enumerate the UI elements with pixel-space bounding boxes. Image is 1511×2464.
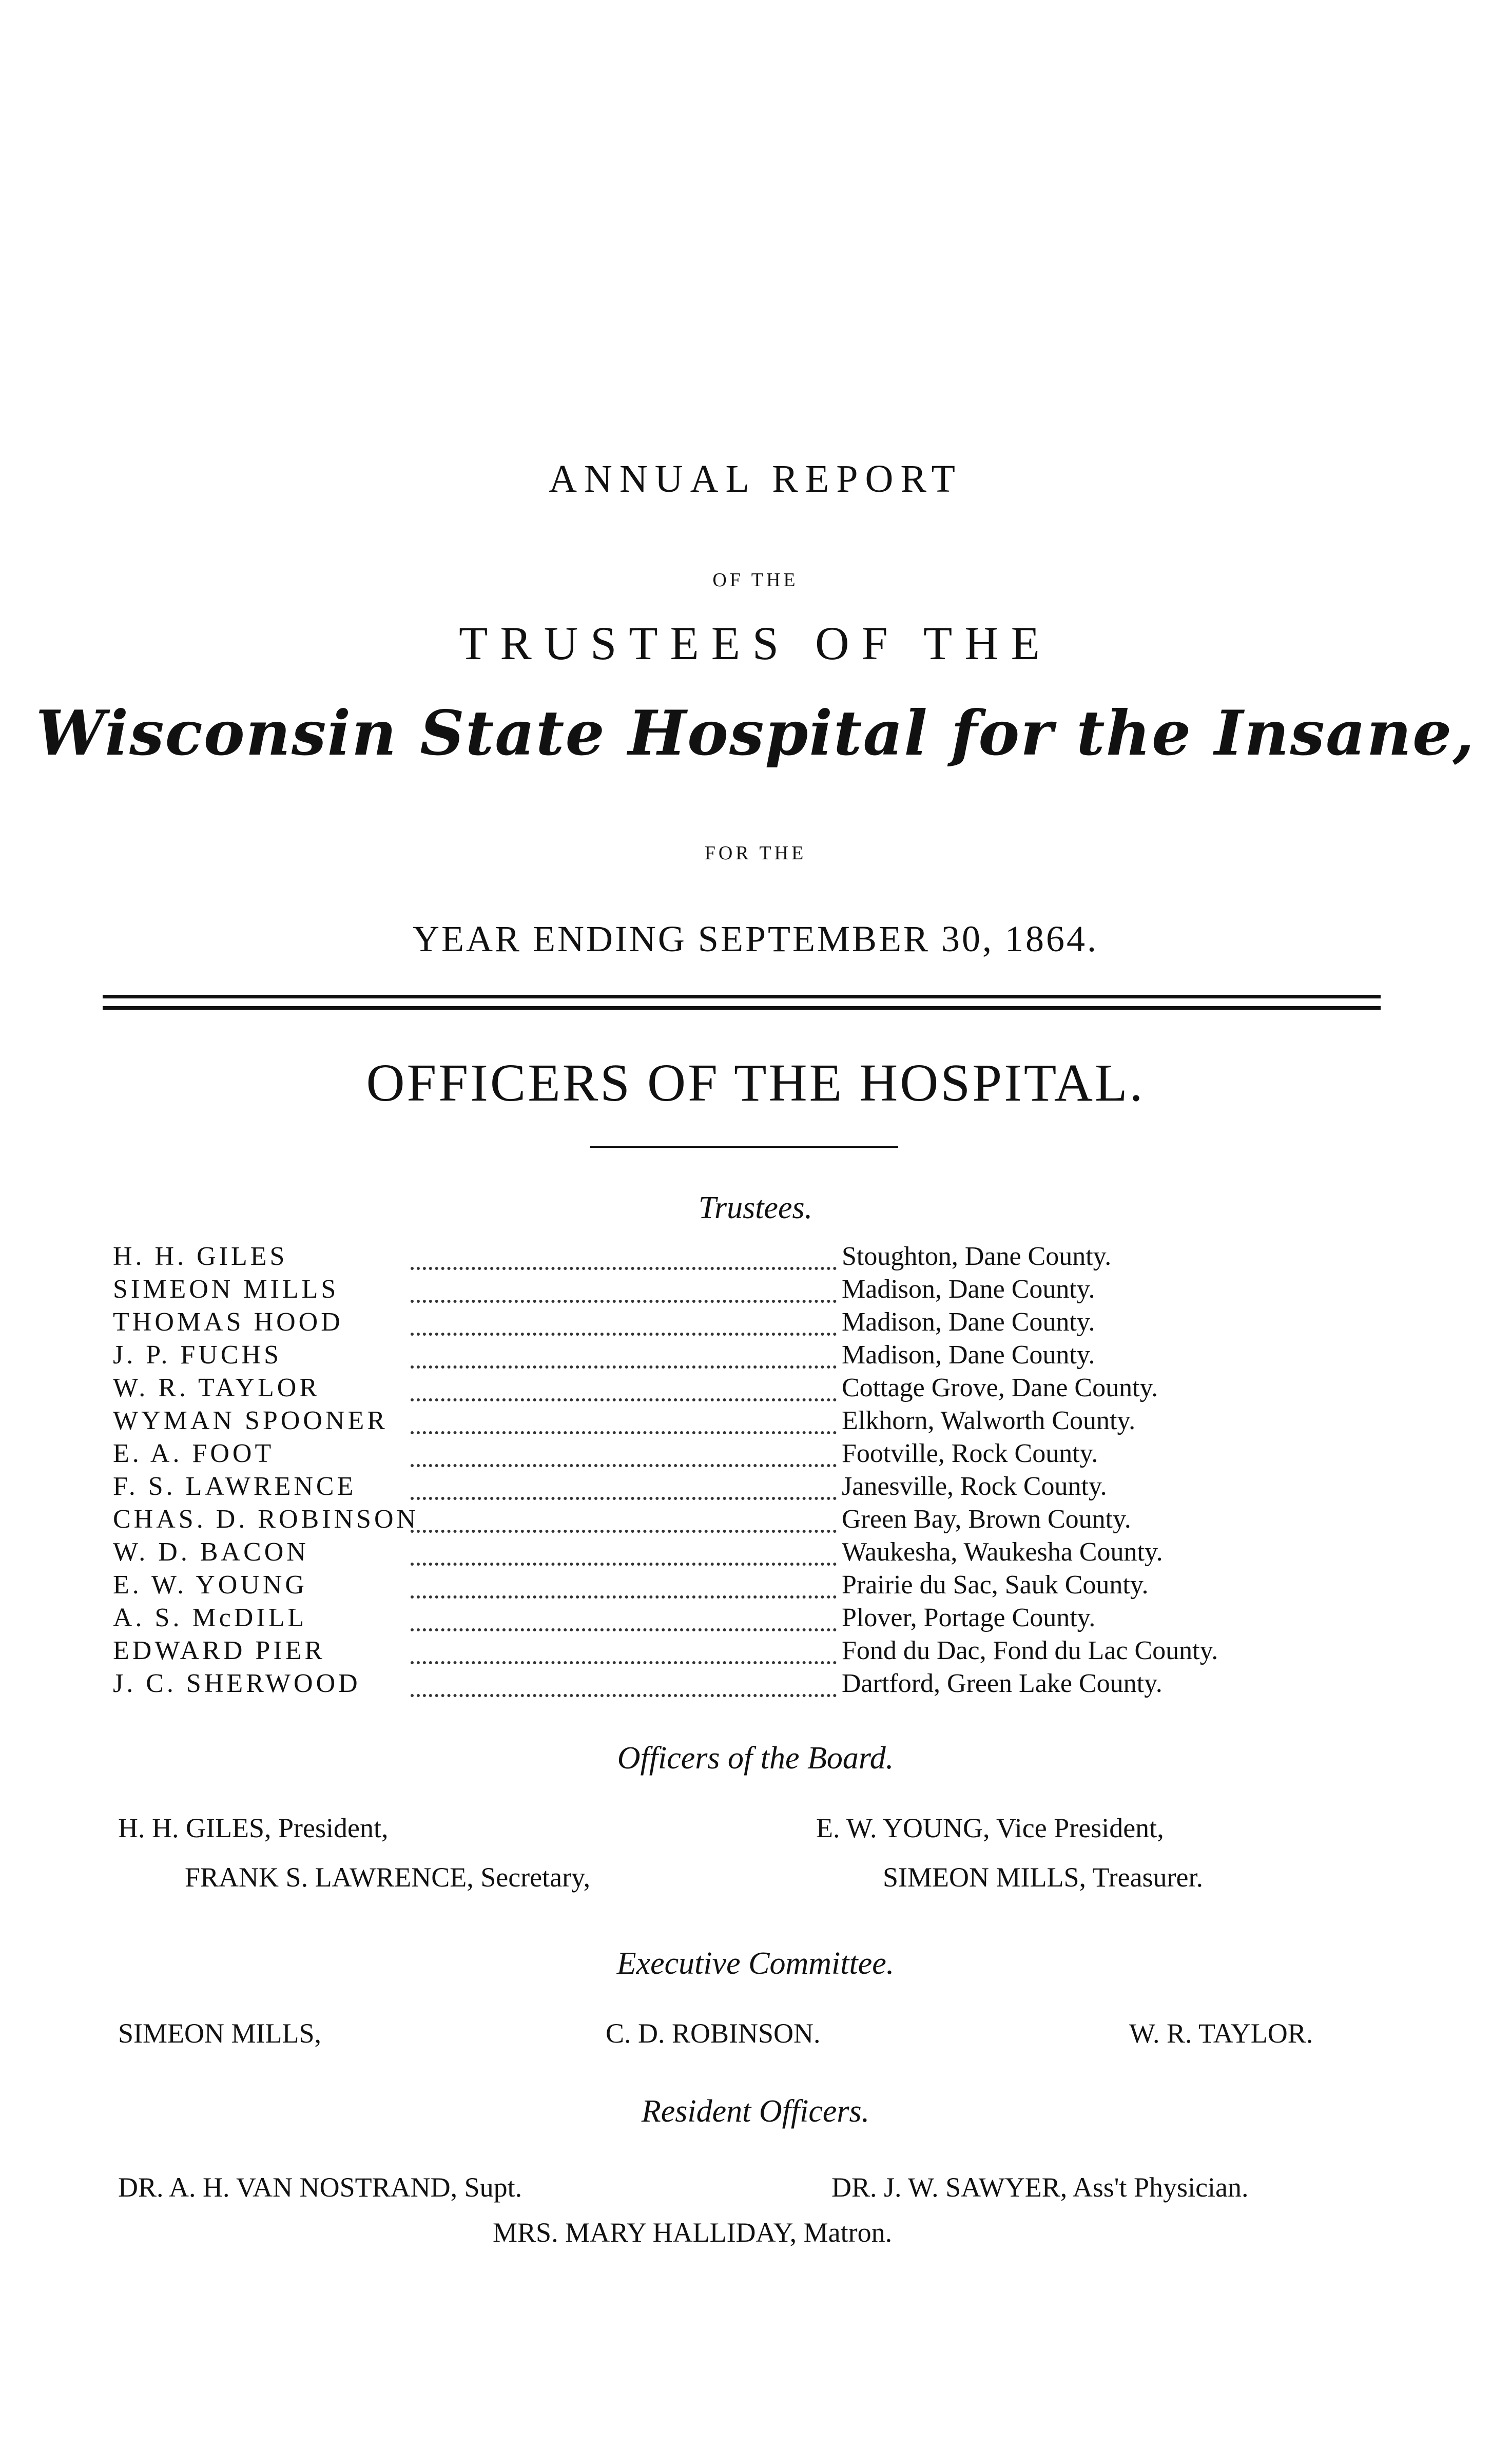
year-ending-line: YEAR ENDING SEPTEMBER 30, 1864.	[412, 918, 1098, 959]
trustee-row	[103, 1570, 1386, 1603]
trustee-row	[103, 1668, 1386, 1701]
trustee-name: EDWARD PIER	[113, 1636, 326, 1665]
trustee-row	[103, 1537, 1386, 1570]
hospital-name: Wisconsin State Hospital for the Insane,	[35, 697, 1476, 769]
trustee-place: Janesville, Rock County.	[842, 1472, 1107, 1501]
trustee-place: Plover, Portage County.	[842, 1603, 1096, 1632]
executive-member: W. R. TAYLOR.	[1129, 2018, 1313, 2049]
board-president: H. H. GILES, President,	[118, 1813, 389, 1843]
of-the-line: OF THE	[712, 569, 799, 591]
trustee-name: J. P. FUCHS	[113, 1340, 282, 1370]
trustee-list	[103, 1241, 1386, 1701]
leader-dots	[411, 1411, 837, 1434]
trustee-place: Footville, Rock County.	[842, 1439, 1098, 1468]
trustees-of-the-line: TRUSTEES OF THE	[459, 617, 1052, 669]
board-secretary: FRANK S. LAWRENCE, Secretary,	[185, 1862, 591, 1893]
trustee-place: Waukesha, Waukesha County.	[842, 1537, 1163, 1567]
trustee-name: E. A. FOOT	[113, 1439, 275, 1468]
leader-dots	[411, 1312, 837, 1336]
trustee-name: J. C. SHERWOOD	[113, 1669, 361, 1698]
trustee-row	[103, 1406, 1386, 1438]
trustee-place: Prairie du Sac, Sauk County.	[842, 1570, 1149, 1600]
leader-dots	[411, 1443, 837, 1467]
trustee-name: W. R. TAYLOR	[113, 1373, 320, 1402]
trustee-place: Madison, Dane County.	[842, 1340, 1095, 1370]
trustee-name: CHAS. D. ROBINSON	[113, 1505, 419, 1534]
trustee-place: Madison, Dane County.	[842, 1275, 1095, 1304]
trustee-row	[103, 1438, 1386, 1471]
leader-dots	[411, 1608, 837, 1631]
trustee-row	[103, 1373, 1386, 1406]
trustee-place: Madison, Dane County.	[842, 1307, 1095, 1337]
leader-dots	[411, 1246, 837, 1270]
trustee-row	[103, 1307, 1386, 1340]
trustee-row	[103, 1471, 1386, 1504]
executive-member: SIMEON MILLS,	[118, 2018, 322, 2049]
trustee-place: Stoughton, Dane County.	[842, 1242, 1112, 1271]
trustee-row	[103, 1635, 1386, 1668]
resident-superintendent: DR. A. H. VAN NOSTRAND, Supt.	[118, 2172, 522, 2203]
trustee-name: A. S. McDILL	[113, 1603, 307, 1632]
leader-dots	[411, 1476, 837, 1500]
double-rule-top	[103, 995, 1381, 998]
leader-dots	[411, 1378, 837, 1401]
board-vice-president: E. W. YOUNG, Vice President,	[816, 1813, 1164, 1843]
board-heading: Officers of the Board.	[617, 1741, 894, 1776]
resident-matron: MRS. MARY HALLIDAY, Matron.	[493, 2217, 893, 2248]
trustee-row	[103, 1603, 1386, 1635]
trustee-row	[103, 1241, 1386, 1274]
trustee-place: Dartford, Green Lake County.	[842, 1669, 1163, 1698]
leader-dots	[411, 1641, 837, 1664]
board-treasurer: SIMEON MILLS, Treasurer.	[883, 1862, 1204, 1893]
trustee-place: Elkhorn, Walworth County.	[842, 1406, 1136, 1435]
trustee-name: E. W. YOUNG	[113, 1570, 307, 1600]
trustee-row	[103, 1340, 1386, 1373]
annual-report-title: ANNUAL REPORT	[549, 457, 962, 500]
resident-heading: Resident Officers.	[641, 2094, 870, 2129]
trustee-name: SIMEON MILLS	[113, 1275, 339, 1304]
trustee-place: Green Bay, Brown County.	[842, 1505, 1131, 1534]
executive-heading: Executive Committee.	[616, 1946, 895, 1981]
trustee-place: Cottage Grove, Dane County.	[842, 1373, 1158, 1402]
leader-dots	[411, 1509, 837, 1533]
officers-heading: OFFICERS OF THE HOSPITAL.	[366, 1053, 1145, 1112]
leader-dots	[411, 1279, 837, 1303]
double-rule-bottom	[103, 1006, 1381, 1010]
resident-physician: DR. J. W. SAWYER, Ass't Physician.	[831, 2172, 1249, 2203]
trustees-heading: Trustees.	[698, 1190, 813, 1225]
leader-dots	[411, 1575, 837, 1599]
trustee-name: H. H. GILES	[113, 1242, 288, 1271]
leader-dots	[411, 1542, 837, 1566]
short-divider	[590, 1146, 898, 1148]
for-the-line: FOR THE	[704, 842, 807, 864]
leader-dots	[411, 1673, 837, 1697]
trustee-name: THOMAS HOOD	[113, 1307, 343, 1337]
trustee-name: W. D. BACON	[113, 1537, 309, 1567]
leader-dots	[411, 1345, 837, 1369]
trustee-place: Fond du Dac, Fond du Lac County.	[842, 1636, 1218, 1665]
trustee-name: F. S. LAWRENCE	[113, 1472, 357, 1501]
trustee-row	[103, 1504, 1386, 1537]
executive-member: C. D. ROBINSON.	[606, 2018, 821, 2049]
trustee-name: WYMAN SPOONER	[113, 1406, 388, 1435]
trustee-row	[103, 1274, 1386, 1307]
